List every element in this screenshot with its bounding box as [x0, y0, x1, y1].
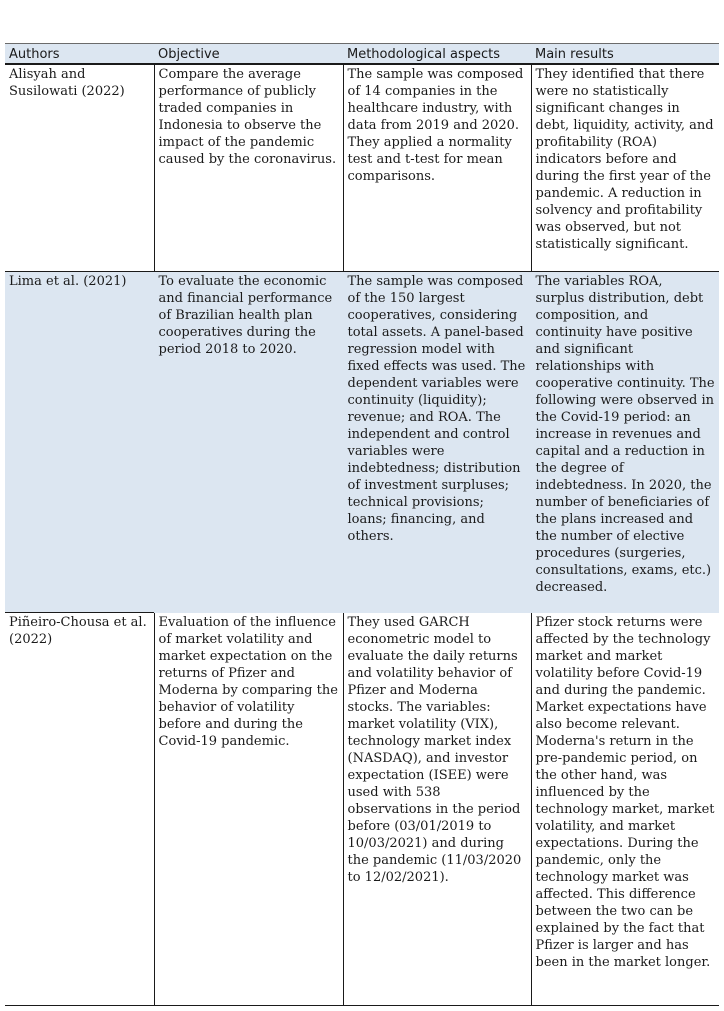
cell-authors: Lima et al. (2021) — [5, 272, 154, 613]
table-header-row — [5, 44, 719, 65]
cell-authors: Alisyah and Susilowati (2022) — [5, 64, 154, 272]
cell-methods: The sample was composed of the 150 largest cooperatives, considering total assets. A panel-based regression model with fixed effects was used. The dependent variables were continuity (liquidity); revenue; and ROA. The independent and control variables were indebtedness; distribution of investment surpluses; technical provisions; loans; financing, and others. — [343, 272, 531, 613]
cell-results: They identified that there were no statistically significant changes in debt, liquidity, activity, and profitability (ROA) indicators before and during the first year of the pandemic. A reduction in solvency and profitability was observed, but not statistically significant. — [531, 64, 719, 272]
cell-results: Pfizer stock returns were affected by the technology market and market volatility before Covid-19 and during the pandemic. Market expectations have also become relevant. Moderna's return in the pre-pandemic period, on the other hand, was influenced by the technology market, market volatility, and market expectations. During the pandemic, only the technology market was affected. This difference between the two can be explained by the fact that Pfizer is larger and has been in the market longer. — [531, 613, 719, 1006]
header-authors: Authors — [5, 44, 154, 65]
cell-objective: To evaluate the economic and financial performance of Brazilian health plan cooperatives during the period 2018 to 2020. — [154, 272, 343, 613]
header-methodological-aspects: Methodological aspects — [343, 44, 531, 65]
cell-methods: The sample was composed of 14 companies in the healthcare industry, with data from 2019 and 2020. They applied a normality test and t-test for mean comparisons. — [343, 64, 531, 272]
cell-objective: Compare the average performance of publicly traded companies in Indonesia to observe the impact of the pandemic caused by the coronavirus. — [154, 64, 343, 272]
literature-review-table — [5, 43, 719, 1006]
header-main-results: Main results — [531, 44, 719, 65]
cell-objective: Evaluation of the influence of market volatility and market expectation on the returns of Pfizer and Moderna by comparing the behavior of volatility before and during the Covid-19 pandemic. — [154, 613, 343, 1006]
header-objective: Objective — [154, 44, 343, 65]
table-row — [5, 613, 719, 1006]
cell-results: The variables ROA, surplus distribution, debt composition, and continuity have positive and significant relationships with cooperative continuity. The following were observed in the Covid-19 period: an increase in revenues and capital and a reduction in the degree of indebtedness. In 2020, the number of beneficiaries of the plans increased and the number of elective procedures (surgeries, consultations, exams, etc.) decreased. — [531, 272, 719, 613]
cell-authors: Piñeiro-Chousa et al. (2022) — [5, 613, 154, 1006]
table-row — [5, 272, 719, 613]
table-row — [5, 64, 719, 272]
cell-methods: They used GARCH econometric model to evaluate the daily returns and volatility behavior of Pfizer and Moderna stocks. The variables: market volatility (VIX), technology market index (NASDAQ), and investor expectation (ISEE) were used with 538 observations in the period before (03/01/2019 to 10/03/2021) and during the pandemic (11/03/2020 to 12/02/2021). — [343, 613, 531, 1006]
